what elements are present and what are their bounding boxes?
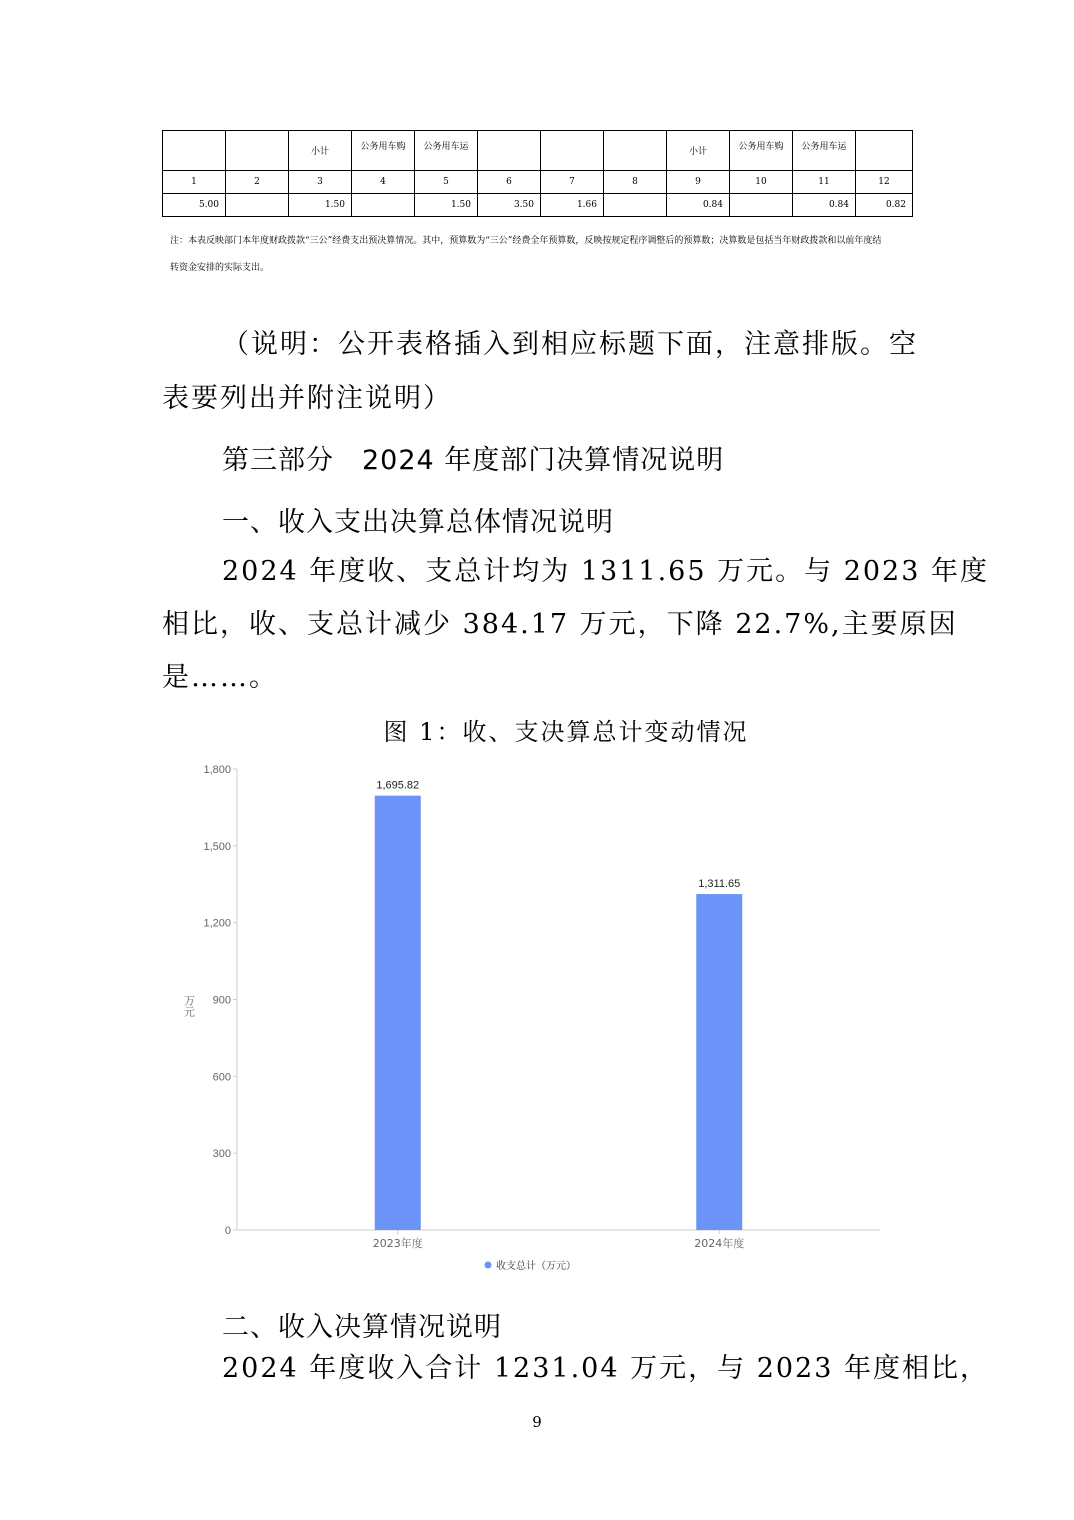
section-2-title: 二、收入决算情况说明 <box>222 1312 502 1343</box>
table-cell: 1.50 <box>415 194 478 217</box>
table-cell <box>541 131 604 171</box>
table-cell <box>226 131 289 171</box>
table-cell: 公务用车购 <box>730 131 793 171</box>
section-1-line-3: 是……。 <box>162 662 278 693</box>
table-cell: 9 <box>667 171 730 194</box>
table-cell: 1.50 <box>289 194 352 217</box>
income-expense-chart <box>175 755 895 1285</box>
y-tick-label: 600 <box>212 1071 231 1084</box>
table-cell: 6 <box>478 171 541 194</box>
bar <box>375 796 421 1230</box>
bar-chart <box>175 755 895 1285</box>
table-cell: 5 <box>415 171 478 194</box>
table-cell: 3 <box>289 171 352 194</box>
data-label: 1,311.65 <box>698 878 741 891</box>
table-cell: 8 <box>604 171 667 194</box>
table-cell: 0.82 <box>856 194 913 217</box>
table-index-row <box>163 171 913 194</box>
table-cell: 3.50 <box>478 194 541 217</box>
table-cell <box>352 194 415 217</box>
table-cell: 公务用车运 <box>415 131 478 171</box>
legend-marker <box>485 1262 492 1269</box>
y-tick-label: 300 <box>212 1148 231 1161</box>
part-title: 第三部分 2024 年度部门决算情况说明 <box>222 445 725 476</box>
table-cell: 12 <box>856 171 913 194</box>
table-cell: 小计 <box>289 131 352 171</box>
table-value-row <box>163 194 913 217</box>
table-note-line-1: 注：本表反映部门本年度财政拨款“三公”经费支出预决算情况。其中，预算数为“三公”经费全年预算数，反映按规定程序调整后的预算数；决算数是包括当年财政拨款和以前年度结 <box>170 236 882 246</box>
table-cell: 5.00 <box>163 194 226 217</box>
section-1-line-2: 相比，收、支总计减少 384.17 万元，下降 22.7%,主要原因 <box>162 609 958 640</box>
table-cell: 4 <box>352 171 415 194</box>
table-cell: 2 <box>226 171 289 194</box>
table-cell: 1 <box>163 171 226 194</box>
table-cell: 0.84 <box>793 194 856 217</box>
y-tick-label: 0 <box>224 1225 231 1237</box>
section-1-title: 一、收入支出决算总体情况说明 <box>222 507 614 538</box>
figure-caption: 图 1：收、支决算总计变动情况 <box>383 718 749 746</box>
table-cell: 公务用车运 <box>793 131 856 171</box>
instruction-line-2: 表要列出并附注说明） <box>162 383 452 414</box>
page-number: 9 <box>532 1413 542 1431</box>
table-header-row <box>163 131 913 171</box>
table-cell: 11 <box>793 171 856 194</box>
y-tick-label: 1,200 <box>203 917 231 930</box>
table-cell: 0.84 <box>667 194 730 217</box>
table-cell <box>226 194 289 217</box>
x-tick-label: 2023年度 <box>372 1237 423 1250</box>
bar <box>696 894 742 1230</box>
y-tick-label: 900 <box>212 994 231 1007</box>
table-cell: 小计 <box>667 131 730 171</box>
table-cell <box>604 131 667 171</box>
table-cell: 1.66 <box>541 194 604 217</box>
section-2-line-1: 2024 年度收入合计 1231.04 万元，与 2023 年度相比， <box>222 1353 989 1384</box>
table-cell <box>856 131 913 171</box>
instruction-line-1: （说明：公开表格插入到相应标题下面，注意排版。空 <box>222 329 918 360</box>
y-tick-label: 1,500 <box>203 840 231 853</box>
legend-label: 收支总计（万元） <box>496 1261 576 1272</box>
section-1-line-1: 2024 年度收、支总计均为 1311.65 万元。与 2023 年度 <box>222 556 989 587</box>
table-cell <box>730 194 793 217</box>
table-cell: 10 <box>730 171 793 194</box>
table-cell: 公务用车购 <box>352 131 415 171</box>
three-public-expenses-table <box>162 130 913 217</box>
data-label: 1,695.82 <box>376 779 420 792</box>
y-tick-label: 1,800 <box>203 764 231 776</box>
table-cell <box>604 194 667 217</box>
y-axis-label: 万元 <box>182 995 196 1017</box>
x-tick-label: 2024年度 <box>694 1237 745 1250</box>
table-note-line-2: 转资金安排的实际支出。 <box>170 263 270 273</box>
table-cell <box>163 131 226 171</box>
table-cell <box>478 131 541 171</box>
table-cell: 7 <box>541 171 604 194</box>
